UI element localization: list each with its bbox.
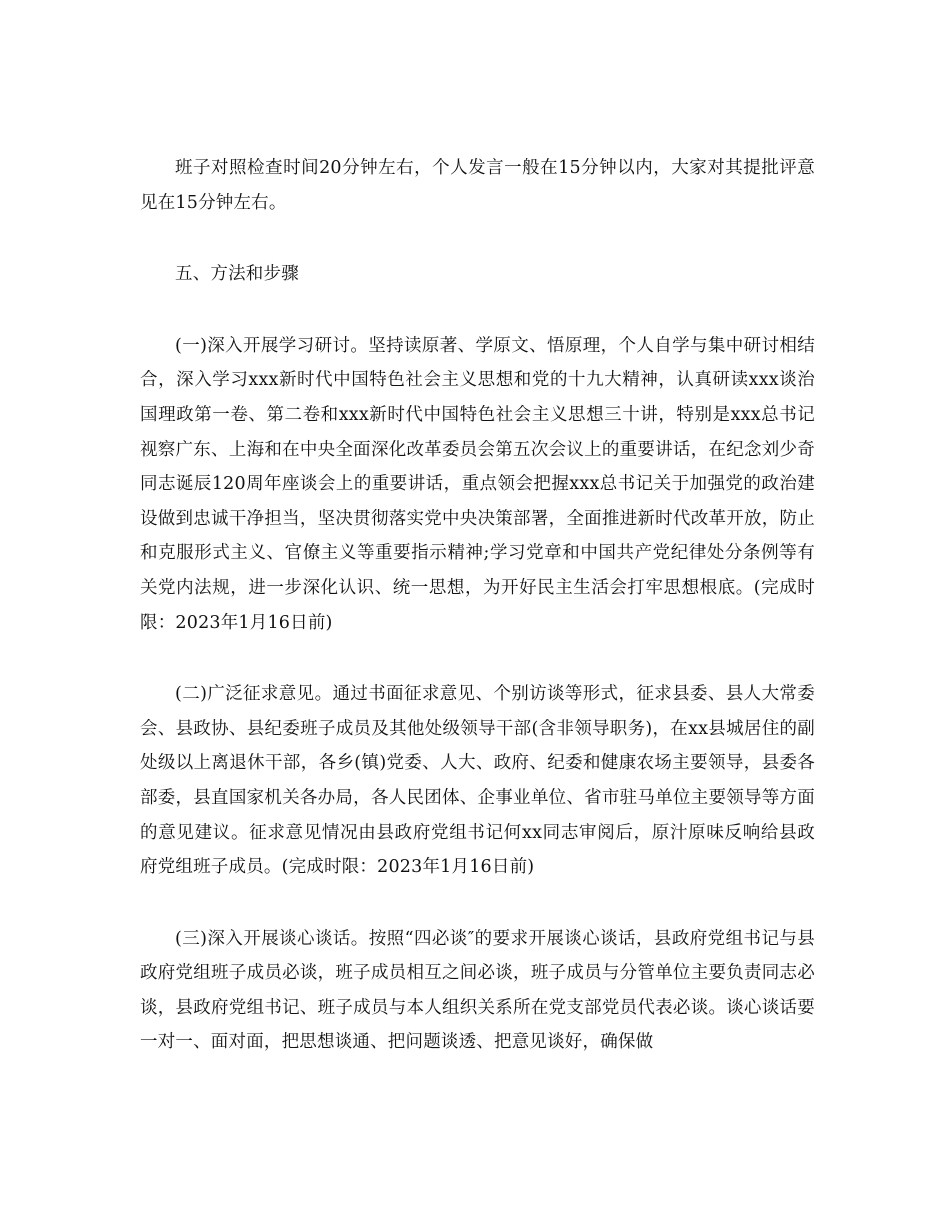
- document-body: [140, 151, 815, 1060]
- paragraph-time-allocation: 班子对照检查时间20分钟左右，个人发言一般在15分钟以内，大家对其提批评意见在15分钟左右。: [140, 158, 815, 213]
- section-heading-methods-steps: 五、方法和步骤: [175, 264, 299, 285]
- paragraph-heart-to-heart-talks: (三)深入开展谈心谈话。按照“四必谈″的要求开展谈心谈话，县政府党组书记与县政府党组班子成员必谈，班子成员相互之间必谈，班子成员与分管单位主要负责同志必谈，县政府党组书记、班子成员与本人组织关系所在党支部党员代表必谈。谈心谈话要一对一、面对面，把思想谈通、把问题谈透、把意见谈好，确保做: [140, 928, 815, 1053]
- paragraph-study-discussion: (一)深入开展学习研讨。坚持读原著、学原文、悟原理，个人自学与集中研讨相结合，深入学习xxx新时代中国特色社会主义思想和党的十九大精神，认真研读xxx谈治国理政第一卷、第二卷和xxx新时代中国特色社会主义思想三十讲，特别是xxx总书记视察广东、上海和在中央全面深化改革委员会第五次会议上的重要讲话，在纪念刘少奇同志诞辰120周年座谈会上的重要讲话，重点领会把握xxx总书记关于加强党的政治建设做到忠诚干净担当，坚决贯彻落实党中央决策部署，全面推进新时代改革开放，防止和克服形式主义、官僚主义等重要指示精神;学习党章和中国共产党纪律处分条例等有关党内法规，进一步深化认识、统一思想，为开好民主生活会打牢思想根底。(完成时限：2023年1月16日前): [140, 335, 815, 633]
- paragraph-solicit-opinions: (二)广泛征求意见。通过书面征求意见、个别访谈等形式，征求县委、县人大常委会、县政协、县纪委班子成员及其他处级领导干部(含非领导职务)，在xx县城居住的副处级以上离退休干部，各乡(镇)党委、人大、政府、纪委和健康农场主要领导，县委各部委，县直国家机关各办局，各人民团体、企事业单位、省市驻马单位主要领导等方面的意见建议。征求意见情况由县政府党组书记何xx同志审阅后，原汁原味反响给县政府党组班子成员。(完成时限：2023年1月16日前): [140, 684, 815, 878]
